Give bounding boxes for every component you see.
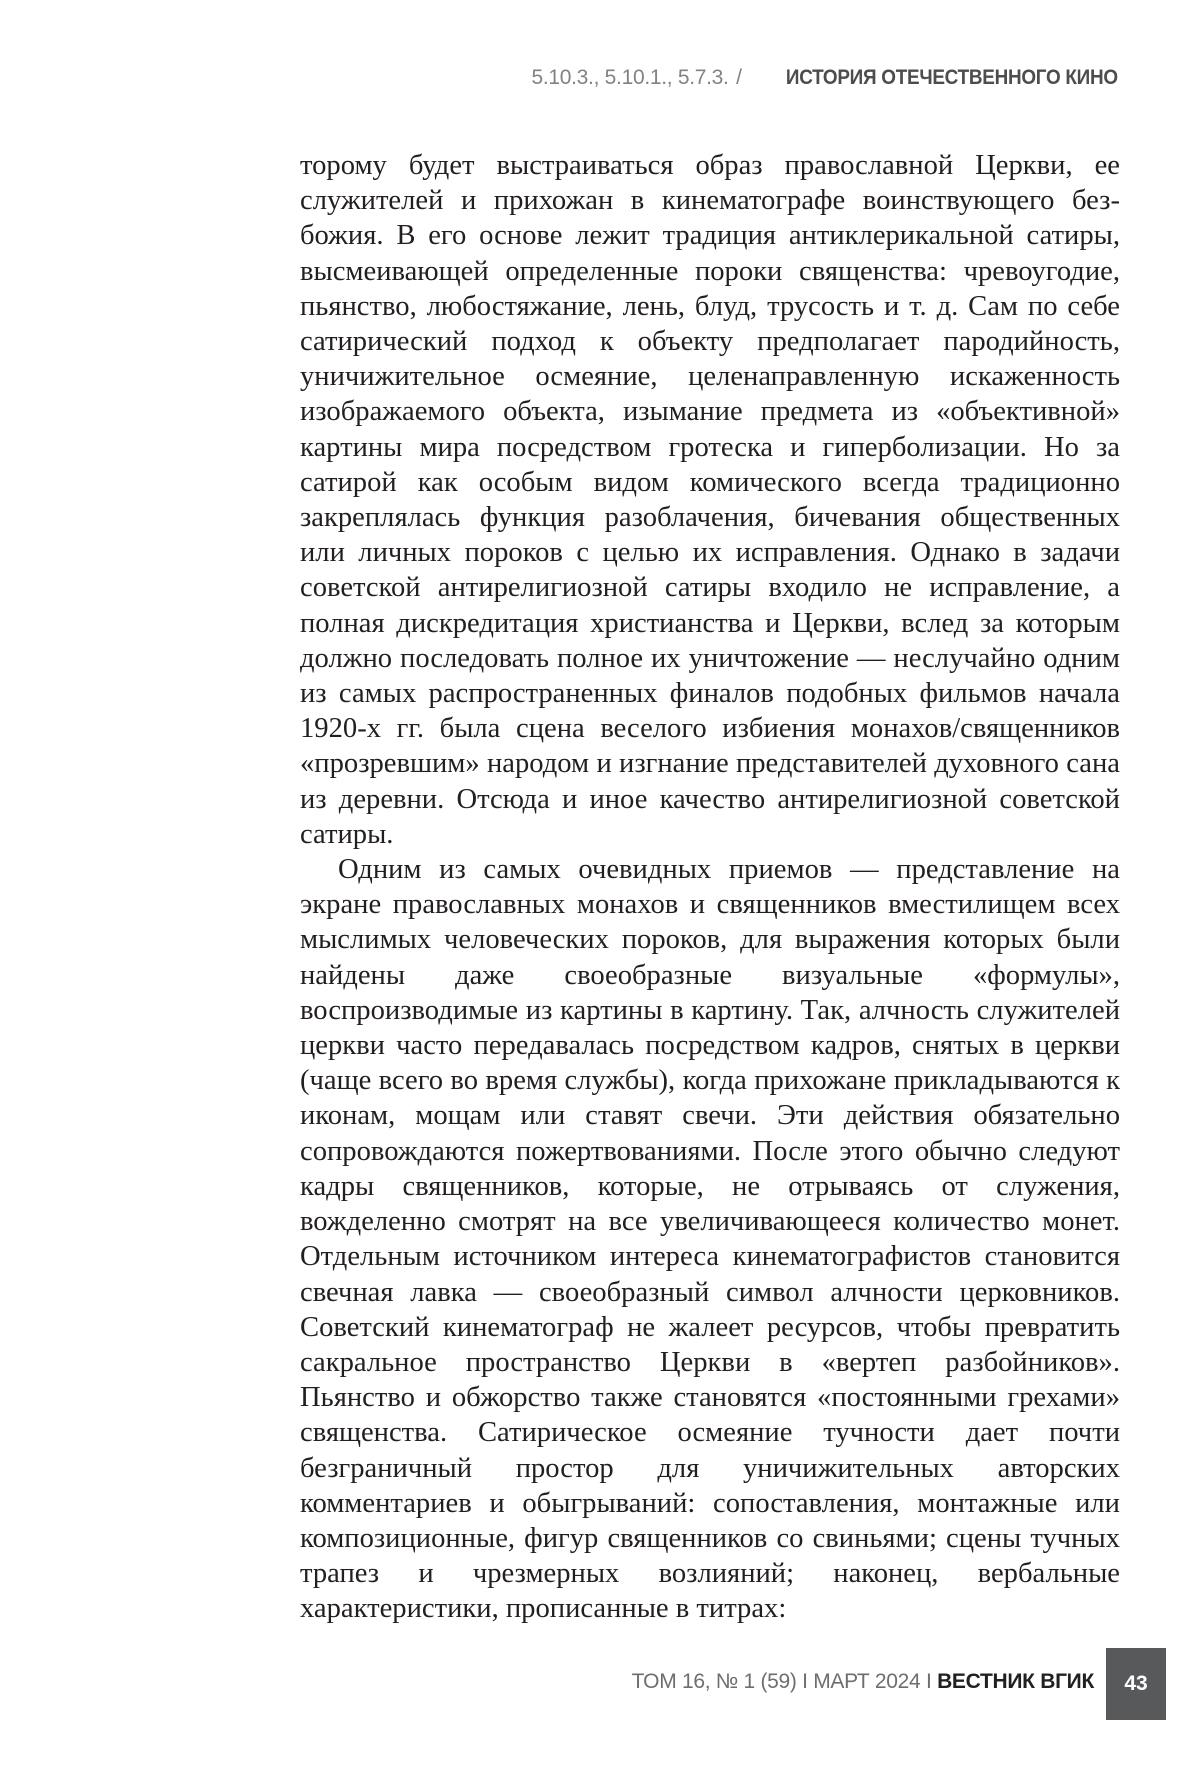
section-title: ИСТОРИЯ ОТЕЧЕСТВЕННОГО КИНО	[786, 66, 1118, 90]
footer-issue-info	[632, 1670, 1094, 1694]
paragraph-1: тором­у будет выстраиваться образ православной Церкви, ее служителей и прихожан в кинематографе воинствующего без­божия. В его основе лежит традиция антиклерикальной сатиры, высмеивающей определенные пороки священства: чревоугодие, пьянство, любостяжание, лень, блуд, трусость и т. д. Сам по себе сатирический подход к объекту предполагает пародийность, уничижительное осмеяние, целенаправленную искаженность изображаемого объекта, изымание предмета из «объективной» картины мира посредством гротеска и гиперболизации. Но за сатирой как особым видом комического всегда традиционно закреплялась функция разоблачения, бичевания общественных или личных пороков с целью их исправления. Однако в задачи советской антирелигиозной сатиры входило не исправление, а полная дискредитация христианства и Церкви, вслед за кото­рым должно последовать полное их уничтожение — неслучайно одним из самых распространенных финалов подобных филь­мов начала 1920-х гг. была сцена веселого избиения монахов/священников «прозревшим» народом и изгнание представите­лей духовного сана из деревни. Отсюда и иное качество анти­религиозной советской сатиры.	[300, 148, 1120, 852]
issue-info: ТОМ 16, № 1 (59) I МАРТ 2024 I	[632, 1670, 932, 1693]
paragraph-2: Одним из самых очевидных приемов — представление на экране православных монахов и священников вместилищем всех мыслимых человеческих пороков, для выражения кото­рых были найдены даже своеобразные визуальные «форму­лы», воспроизводимые из картины в картину. Так, алчность служителей церкви часто передавалась посредством кадров, снятых в церкви (чаще всего во время службы), когда прихо­жане прикладываются к иконам, мощам или ставят свечи. Эти действия обязательно сопровождаются пожертвованиями. По­сле этого обычно следуют кадры священников, которые, не от­рываясь от служения, вожделенно смотрят на все увеличива­ющееся количество монет. Отдельным источником интереса кинематографистов становится свечная лавка — своеобразный символ алчности церковников. Советский кинематограф не жалеет ресурсов, чтобы превратить сакральное пространство Церкви в «вертеп разбойников». Пьянство и обжорство также становятся «постоянными грехами» священства. Сатириче­ское осмеяние тучности дает почти безграничный простор для уничижительных авторских комментариев и обыгрываний: со­поставления, монтажные или композиционные, фигур священ­ников со свиньями; сцены тучных трапез и чрезмерных воз­лияний; наконец, вербальные характеристики, прописанные в титрах:	[300, 852, 1120, 1626]
specialty-codes: 5.10.3., 5.10.1., 5.7.3.	[531, 66, 728, 89]
running-header	[218, 66, 1118, 90]
page-footer	[0, 1648, 1200, 1720]
header-separator: /	[736, 66, 742, 89]
journal-name: ВЕСТНИК ВГИК	[937, 1670, 1094, 1693]
page-number: 43	[1106, 1648, 1166, 1720]
article-body	[300, 148, 1120, 1627]
